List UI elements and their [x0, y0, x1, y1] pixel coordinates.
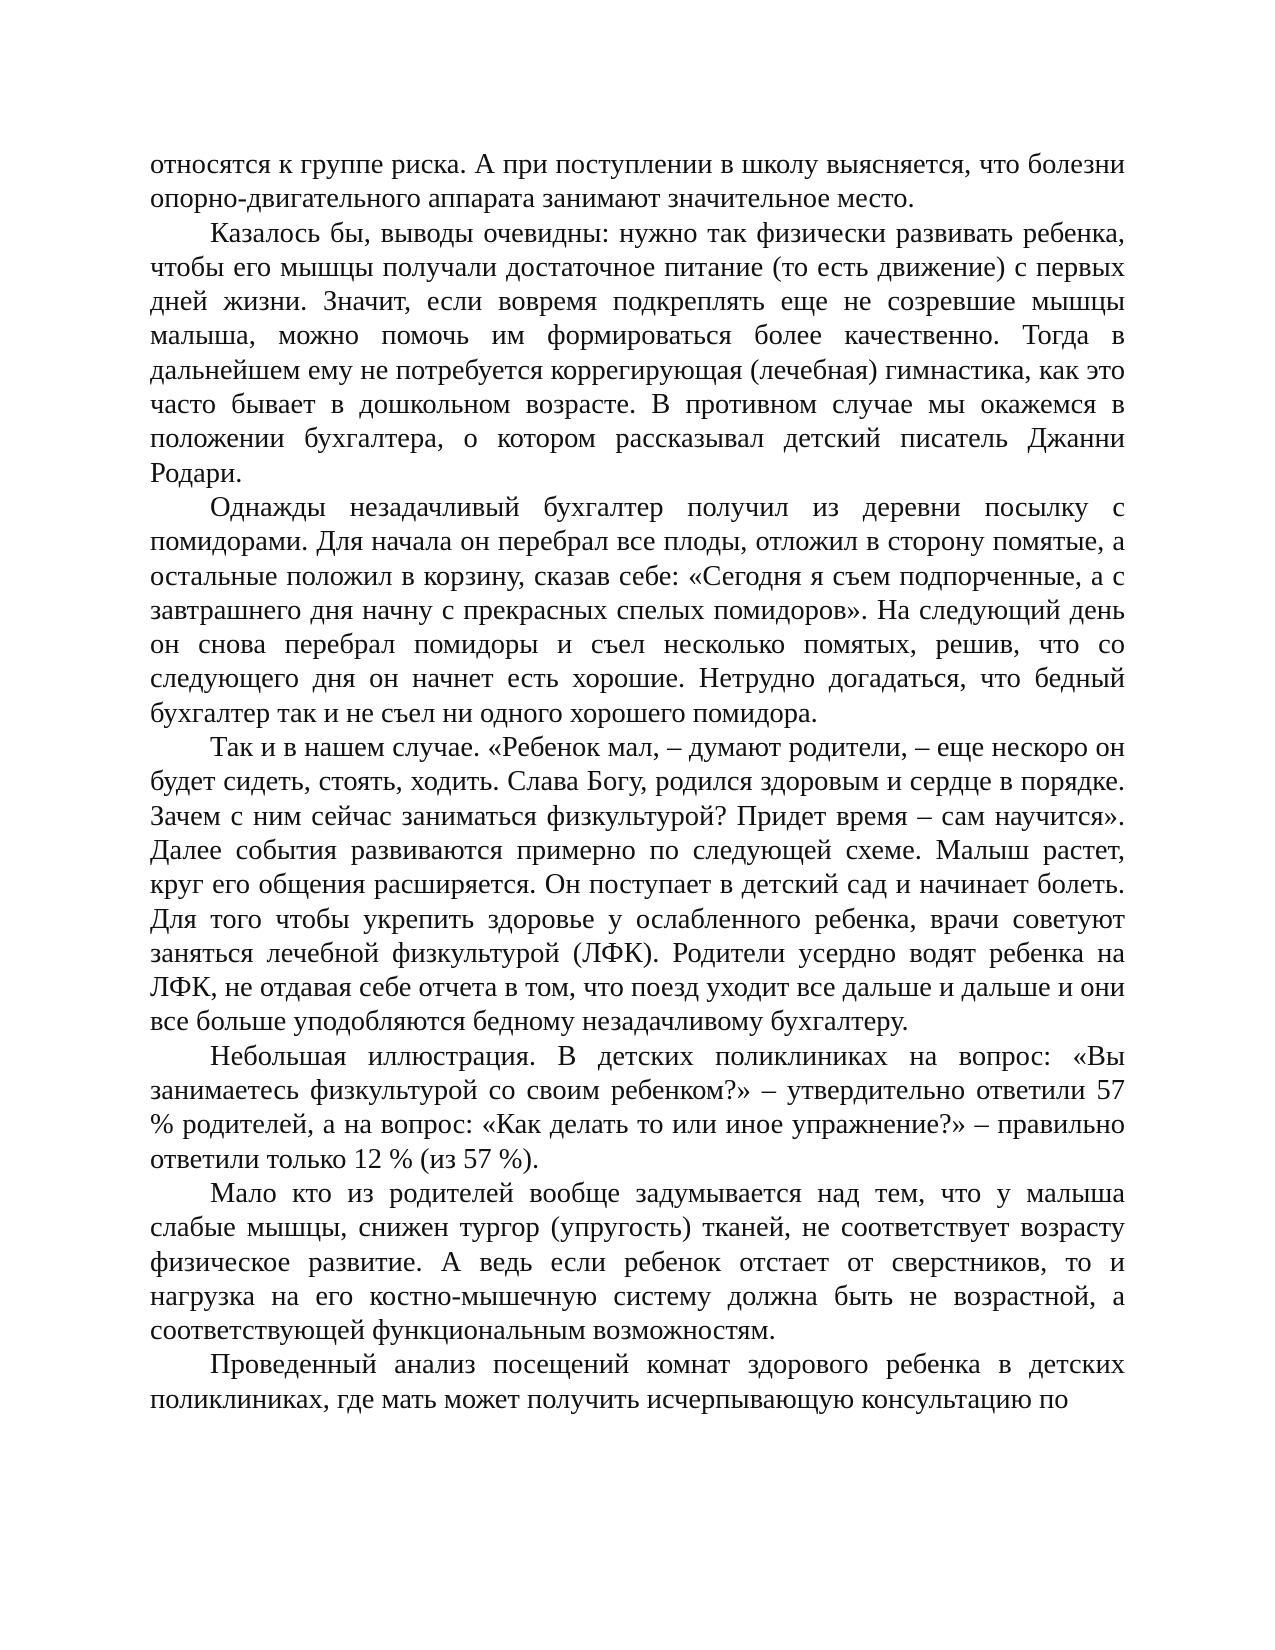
paragraph-parents: Мало кто из родителей вообще задумывается над тем, что у малыша слабые мышцы, снижен тургор (упругость) тканей, не соответствует возрасту физическое развитие. А ведь если ребенок отстает от сверстников, то и нагрузка на его костно-мышечную систему должна быть не возрастной, а соответствующей функциональным возможностям.: [150, 1177, 1125, 1347]
paragraph-our-case: Так и в нашем случае. «Ребенок мал, – думают родители, – еще нескоро он будет сидеть, стоять, ходить. Слава Богу, родился здоровым и сердце в порядке. Зачем с ним сейчас заниматься физкультурой? Придет время – сам научится». Далее события развиваются примерно по следующей схеме. Малыш растет, круг его общения расширяется. Он поступает в детский сад и начинает болеть. Для того чтобы укрепить здоровье у ослабленного ребенка, врачи советуют заняться лечебной физкультурой (ЛФК). Родители усердно водят ребенка на ЛФК, не отдавая себе отчета в том, что поезд уходит все дальше и дальше и они все больше уподобляются бедному незадачливому бухгалтеру.: [150, 732, 1125, 1038]
paragraph-conclusions: Казалось бы, выводы очевидны: нужно так физически развивать ребенка, чтобы его мышцы получали достаточное питание (то есть движение) с первых дней жизни. Значит, если вовремя подкреплять еще не созревшие мышцы малыша, можно помочь им формироваться более качественно. Тогда в дальнейшем ему не потребуется коррегирующая (лечебная) гимнастика, как это часто бывает в дошкольном возрасте. В противном случае мы окажемся в положении бухгалтера, о котором рассказывал детский писатель Джанни Родари.: [150, 217, 1125, 489]
paragraph-accountant-story: Однажды незадачливый бухгалтер получил из деревни посылку с помидорами. Для начала он перебрал все плоды, отложил в сторону помятые, а остальные положил в корзину, сказав себе: «Сегодня я съем подпорченные, а с завтрашнего дня начну с прекрасных спелых помидоров». На следующий день он снова перебрал помидоры и съел несколько помятых, решив, что со следующего дня он начнет есть хорошие. Нетрудно догадаться, что бедный бухгалтер так и не съел ни одного хорошего помидора.: [150, 491, 1125, 729]
body-text: [150, 148, 1125, 1417]
paragraph-continuation: относятся к группе риска. А при поступлении в школу выясняется, что болезни опорно-двигательного аппарата занимают значительное место.: [150, 149, 1125, 215]
paragraph-illustration: Небольшая иллюстрация. В детских поликлиниках на вопрос: «Вы занимаетесь физкультурой со своим ребенком?» – утвердительно ответили 57 % родителей, а на вопрос: «Как делать то или иное упражнение?» – правильно ответили только 12 % (из 57 %).: [150, 1040, 1125, 1175]
paragraph-analysis: Проведенный анализ посещений комнат здорового ребенка в детских поликлиниках, где мать может получить исчерпывающую консультацию по: [150, 1349, 1125, 1415]
